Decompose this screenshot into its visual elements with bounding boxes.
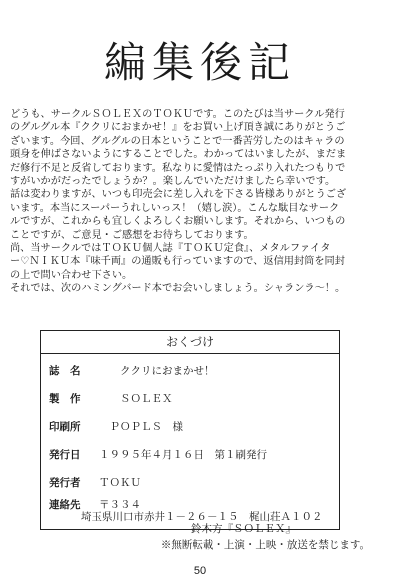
text-line: 頭身を伸ばさないようにすることでした。わかってはいましたが、まだま — [10, 149, 347, 161]
text-line: それでは、次のハミングバード本でお会いしましょう。シャランラ〜！。 — [10, 283, 346, 295]
row-value: ＴＯＫＵ — [99, 477, 141, 489]
text-line: の上で問い合わせ下さい。 — [10, 269, 133, 281]
copyright-notice: ※無断転載・上演・上映・放送を禁じます。 — [160, 539, 370, 551]
address-line: 鈴木方『ＳＯＬＥＸ』 — [191, 523, 296, 535]
page-number: 50 — [193, 565, 207, 577]
colophon-row-publisher — [49, 475, 141, 490]
row-label: 発行日 — [49, 449, 81, 461]
text-line: どうも、サークルＳＯＬＥＸのＴＯＫＵです。このたびは当サークル発行 — [10, 109, 345, 120]
afterword-text — [10, 108, 394, 296]
page-title: 編集後記 — [103, 38, 296, 87]
colophon-row-date — [49, 447, 267, 462]
text-line: ー♡ＮＩＫＵ本『味千両』の通販も行っていますので、返信用封筒を同封 — [10, 256, 345, 268]
address-line: 埼玉県川口市赤井１－２６－１５ 梶山荘Ａ１０２ — [81, 511, 323, 523]
text-line: だ修行不足と反省しております。私なりに愛情はたっぷり入れたつもりで — [10, 162, 346, 174]
row-value: ＳＯＬＥＸ — [120, 393, 173, 405]
text-line: ルですが、これからも宜しくよろしくお願いします。それから、いつもの — [10, 216, 346, 228]
text-line: います。本当にスーパーうれしいっス！（嬉し涙）。こんな駄目なサーク — [10, 202, 340, 214]
row-value: ＰＯＰＬＳ 様 — [109, 421, 183, 433]
colophon-header: おくづけ — [41, 331, 339, 354]
text-line: 話は変わりますが、いつも印売会に差し入れを下さる皆様ありがとうござ — [10, 189, 347, 201]
row-value: １９９５年４月１６日 第１刷発行 — [99, 449, 267, 461]
row-value: 〒３３４ — [99, 499, 141, 511]
colophon-row-printer — [49, 419, 183, 434]
row-label: 製 作 — [49, 393, 81, 405]
row-label: 発行者 — [49, 477, 81, 489]
text-line: ことですが、ご意見・ご感想をお待ちしております。 — [10, 229, 254, 241]
text-line: すがいかがだったでしょうか？。楽しんでいただけましたら幸いです。 — [10, 176, 336, 188]
row-value: ククリにおまかせ！ — [120, 365, 215, 377]
text-line: 尚、当サークルではＴＯＫＵ個人誌『ＴＯＫＵ定食』、メタルファイタ — [10, 243, 331, 255]
text-line: のグルグル本『ククリにおまかせ！』をお買い上げ頂き誠にありがとうご — [10, 122, 346, 134]
row-label: 印刷所 — [49, 421, 81, 433]
colophon-row-title — [49, 363, 215, 378]
colophon-box — [40, 330, 340, 535]
row-label: 誌 名 — [49, 365, 81, 377]
colophon-row-production — [49, 391, 173, 406]
text-line: ざいます。今回、グルグルの日本ということで一番苦労したのはキャラの — [10, 135, 345, 147]
row-label: 連絡先 — [49, 499, 81, 511]
